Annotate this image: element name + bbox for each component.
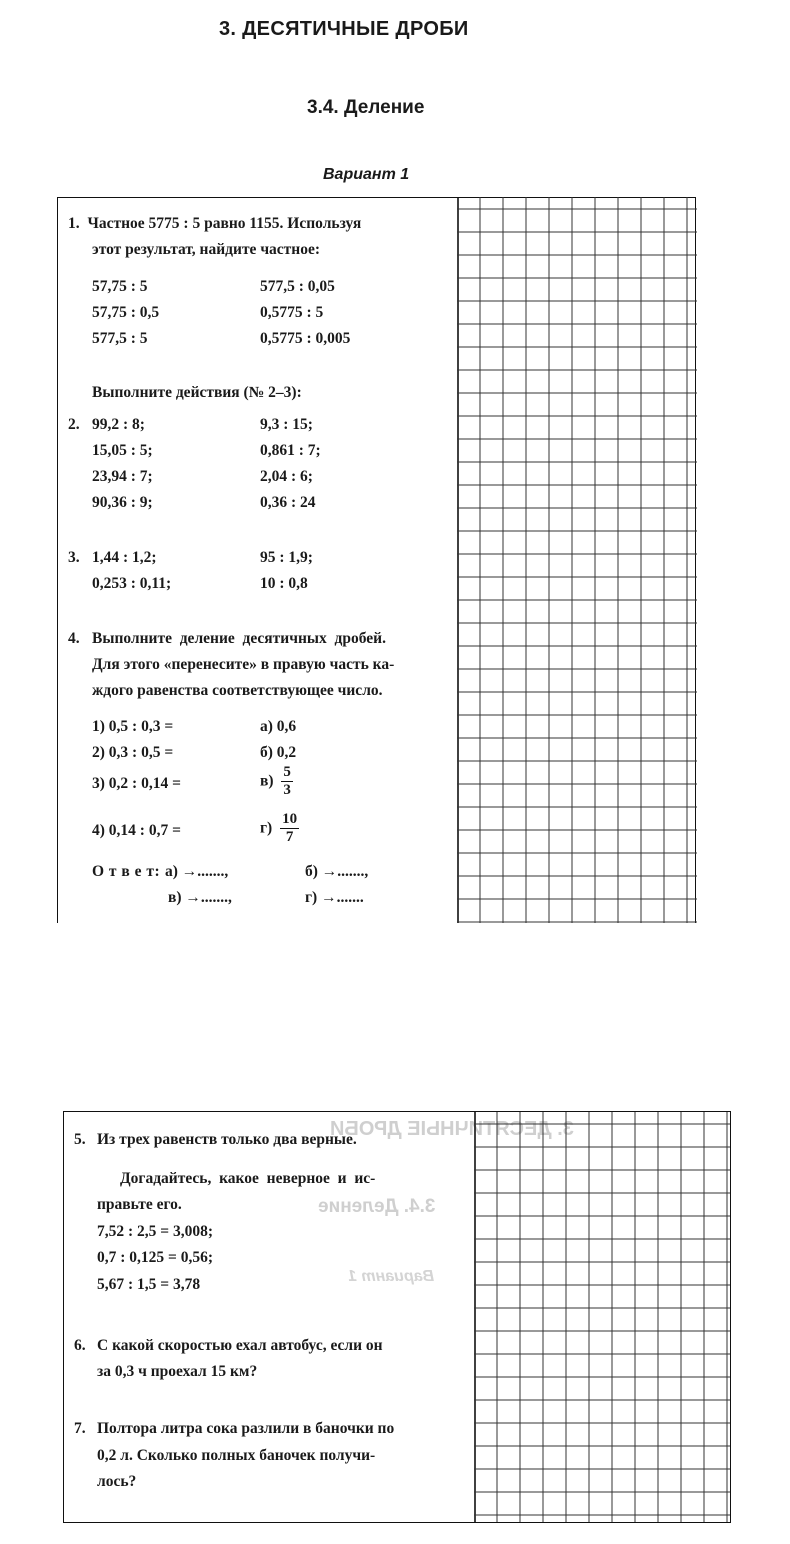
- expression: 577,5 : 0,05: [260, 278, 335, 295]
- chapter-title: 3. ДЕСЯТИЧНЫЕ ДРОБИ: [219, 18, 469, 40]
- fraction: [280, 811, 299, 846]
- equation: 5,67 : 1,5 = 3,78: [97, 1276, 201, 1293]
- task-text: Для этого «перенесите» в правую часть ка-: [92, 656, 395, 673]
- fraction-denominator: 7: [285, 829, 294, 845]
- task-text: этот результат, найдите частное:: [92, 241, 321, 258]
- answer-label: О т в е т:: [92, 863, 161, 880]
- answer-option-fraction: [260, 811, 299, 846]
- expression: 57,75 : 5: [92, 278, 148, 295]
- fraction-numerator: 5: [283, 764, 291, 780]
- task-text: Частное 5775 : 5 равно 1155. Используя: [87, 215, 362, 232]
- expression: 0,253 : 0,11;: [92, 575, 172, 592]
- variant-title: Вариант 1: [323, 166, 410, 183]
- expression: 23,94 : 7;: [92, 468, 153, 485]
- answer-option: а) 0,6: [260, 718, 297, 735]
- answer-blank-v[interactable]: в) →.......,: [168, 889, 232, 906]
- answer-blank-b[interactable]: б) →.......,: [305, 863, 369, 880]
- expression: 10 : 0,8: [260, 575, 308, 592]
- equation: 1) 0,5 : 0,3 =: [92, 718, 174, 735]
- grid-area-bottom: [474, 1112, 730, 1522]
- expression: 0,5775 : 0,005: [260, 330, 351, 347]
- task-number: 2.: [68, 416, 80, 433]
- equation: 4) 0,14 : 0,7 =: [92, 822, 181, 839]
- bleed-variant: Вариант 1: [348, 1268, 435, 1285]
- fraction-denominator: 3: [283, 782, 291, 798]
- task-text: Полтора литра сока разлили в баночки по: [97, 1420, 395, 1437]
- answer-blank-g[interactable]: г) →.......: [305, 889, 364, 906]
- option-label: г): [260, 819, 273, 837]
- section-title: 3.4. Деление: [307, 97, 425, 118]
- expression: 57,75 : 0,5: [92, 304, 160, 321]
- task-text: ждого равенства соответствующее число.: [92, 682, 383, 699]
- expression: 577,5 : 5: [92, 330, 148, 347]
- expression: 0,5775 : 5: [260, 304, 324, 321]
- task-text: Из трех равенств только два верные.: [97, 1131, 357, 1148]
- expression: 99,2 : 8;: [92, 416, 145, 433]
- task-number: 6.: [74, 1337, 86, 1354]
- instruction: Выполните действия (№ 2–3):: [92, 384, 302, 401]
- task-text: Выполните деление десятичных дробей.: [92, 630, 386, 647]
- task1: [68, 211, 361, 237]
- answer-blank-a[interactable]: а) →.......,: [165, 863, 229, 880]
- equation: 2) 0,3 : 0,5 =: [92, 744, 174, 761]
- equation: 7,52 : 2,5 = 3,008;: [97, 1223, 214, 1240]
- expression: 95 : 1,9;: [260, 549, 313, 566]
- task-text: 0,2 л. Сколько полных баночек получи-: [97, 1447, 376, 1464]
- grid-area-top: [457, 197, 697, 923]
- task-number: 3.: [68, 549, 80, 566]
- answer-option: б) 0,2: [260, 744, 297, 761]
- expression: 90,36 : 9;: [92, 494, 153, 511]
- bleed-chapter: 3. ДЕСЯТИЧНЫЕ ДРОБИ: [330, 1118, 574, 1140]
- expression: 9,3 : 15;: [260, 416, 313, 433]
- expression: 0,861 : 7;: [260, 442, 321, 459]
- expression: 0,36 : 24: [260, 494, 316, 511]
- task-number: 4.: [68, 630, 80, 647]
- task-text: за 0,3 ч проехал 15 км?: [97, 1363, 258, 1380]
- expression: 2,04 : 6;: [260, 468, 313, 485]
- task-text: правьте его.: [97, 1196, 182, 1213]
- fraction-numerator: 10: [282, 811, 298, 827]
- fraction: [281, 764, 293, 799]
- task-text: Догадайтесь, какое неверное и ис-: [120, 1170, 376, 1187]
- expression: 15,05 : 5;: [92, 442, 153, 459]
- task-number: 1.: [68, 215, 80, 232]
- task-number: 7.: [74, 1420, 86, 1437]
- option-label: в): [260, 772, 274, 790]
- equation: 0,7 : 0,125 = 0,56;: [97, 1249, 214, 1266]
- expression: 1,44 : 1,2;: [92, 549, 157, 566]
- bleed-section: 3.4. Деление: [318, 1196, 436, 1217]
- task-text: С какой скоростью ехал автобус, если он: [97, 1337, 383, 1354]
- task-number: 5.: [74, 1131, 86, 1148]
- task-text: лось?: [97, 1473, 137, 1490]
- equation: 3) 0,2 : 0,14 =: [92, 775, 181, 792]
- answer-option-fraction: [260, 764, 293, 799]
